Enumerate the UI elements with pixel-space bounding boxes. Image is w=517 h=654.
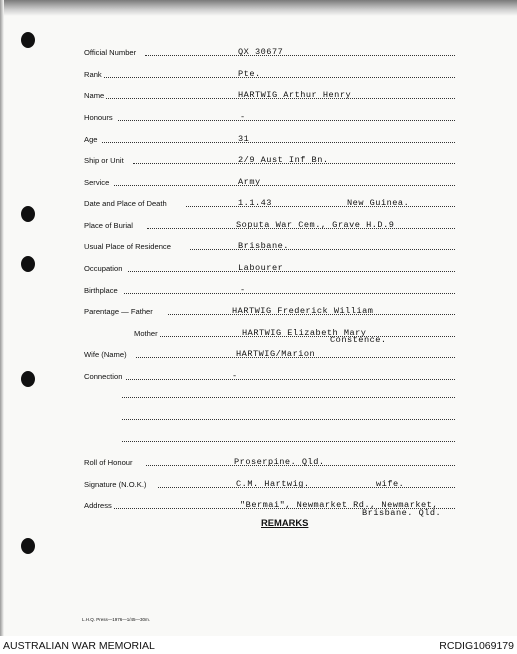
ship-or-unit-value: 2/9 Aust Inf Bn. [238,155,329,165]
footer-institution: AUSTRALIAN WAR MEMORIAL [3,640,155,652]
dotted-line [102,142,455,143]
ship-or-unit-row [0,149,517,167]
residence-value: Brisbane. [238,241,289,251]
roll-of-honour-value: Proserpine. Qld. [234,457,325,467]
birthplace-label: Birthplace [84,286,118,295]
rank-row [0,63,517,81]
age-label: Age [84,135,98,144]
dotted-line [118,120,455,121]
connection-row [0,365,517,383]
official-number-row [0,41,517,59]
address-value: "Bermai", Newmarket Rd., Newmarket, [240,500,438,510]
honours-label: Honours [84,113,113,122]
name-value: HARTWIG Arthur Henry [238,90,352,100]
service-value: Army [238,177,261,187]
mother-label: Mother [134,329,158,338]
wife-row [0,343,517,361]
footer-bar [0,636,517,654]
footer-record-id: RCDIG1069179 [439,640,514,652]
rank-value: Pte. [238,69,261,79]
dotted-line [126,379,455,380]
signature-row [0,473,517,491]
occupation-value: Labourer [238,263,284,273]
age-value: 31 [238,134,250,144]
dotted-line [186,206,455,207]
wife-value: HARTWIG/Marion [236,349,316,359]
blank-line [122,441,455,442]
birthplace-row [0,279,517,297]
roll-of-honour-row [0,451,517,469]
wife-label: Wife (Name) [84,350,127,359]
remarks-heading: REMARKS [261,517,309,528]
blank-line [122,397,455,398]
burial-row [0,214,517,232]
dotted-line [190,249,455,250]
service-label: Service [84,178,110,187]
roll-of-honour-label: Roll of Honour [84,458,133,467]
ship-or-unit-label: Ship or Unit [84,156,124,165]
residence-label: Usual Place of Residence [84,242,171,251]
service-row [0,171,517,189]
occupation-row [0,257,517,275]
father-label: Parentage — Father [84,307,153,316]
rank-label: Rank [84,70,102,79]
dotted-line [114,185,455,186]
birthplace-value: - [240,285,246,295]
scan-top-edge [0,0,517,16]
honours-value: - [240,112,246,122]
burial-value: Soputa War Cem., Grave H.D.9 [236,220,395,230]
dotted-line [104,77,455,78]
father-value: HARTWIG Frederick William [232,306,374,316]
connection-value: - [232,371,238,381]
dotted-line [145,55,455,56]
signature-value: C.M. Hartwig. [236,479,310,489]
punch-hole [21,538,35,554]
name-row [0,84,517,102]
occupation-label: Occupation [84,264,123,273]
mother-value-line2: Constence. [330,335,387,345]
official-number-value: QX 30677 [238,47,284,57]
honours-row [0,106,517,124]
address-value-line2: Brisbane. Qld. [362,508,442,518]
dotted-line [128,271,455,272]
death-label: Date and Place of Death [84,199,167,208]
burial-label: Place of Burial [84,221,133,230]
death-place-value: New Guinea. [347,198,410,208]
address-label: Address [84,501,112,510]
age-row [0,128,517,146]
name-label: Name [84,91,105,100]
death-date-value: 1.1.43 [238,198,272,208]
dotted-line [124,293,455,294]
signature-label: Signature (N.O.K.) [84,480,147,489]
father-row [0,300,517,318]
death-row [0,192,517,210]
print-code: L.H.Q. Press—1976—1/45—30m. [82,617,151,622]
mother-row [0,322,517,340]
signature-relation: wife. [376,479,405,489]
residence-row [0,235,517,253]
official-number-label: Official Number [84,48,137,57]
connection-label: Connection [84,372,123,381]
mother-value: HARTWIG Elizabeth Mary [242,328,367,338]
blank-line [122,419,455,420]
